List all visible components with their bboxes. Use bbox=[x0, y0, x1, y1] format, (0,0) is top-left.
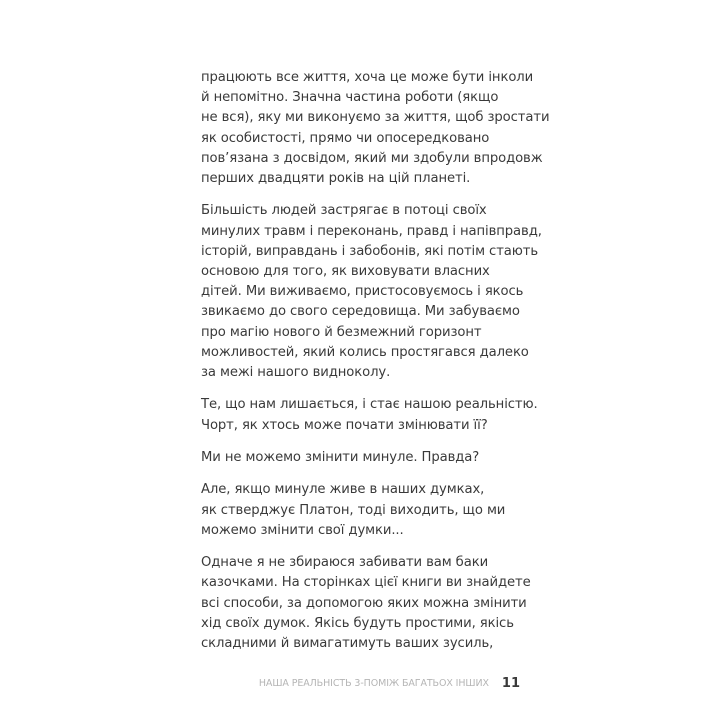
text-line: Те, що нам лишається, і стає нашою реальністю. bbox=[201, 397, 538, 413]
text-line: складними й вимагатимуть ваших зусиль, bbox=[201, 636, 494, 652]
text-line: перших двадцяти років на цій планеті. bbox=[201, 171, 471, 187]
text-line: можемо змінити свої думки... bbox=[201, 522, 404, 538]
body-text bbox=[201, 68, 550, 666]
text-line: всі способи, за допомогою яких можна змінити bbox=[201, 595, 527, 611]
text-line: Більшість людей застрягає в потоці своїх bbox=[201, 203, 487, 219]
paragraph-1 bbox=[201, 68, 550, 189]
text-line: дітей. Ми виживаємо, пристосовуємось і якось bbox=[201, 284, 524, 300]
running-head: НАША РЕАЛЬНІСТЬ 3-ПОМІЖ БАГАТЬОХ ІНШИХ bbox=[258, 678, 489, 689]
text-line: хід своїх думок. Якісь будуть простими, якісь bbox=[201, 615, 514, 631]
page-number: 11 bbox=[501, 676, 520, 691]
text-line: Чорт, як хтось може почати змінювати її? bbox=[201, 417, 488, 433]
text-line: як особистості, прямо чи опосередковано bbox=[201, 130, 490, 146]
text-line: минулих травм і переконань, правд і напівправд, bbox=[201, 223, 542, 239]
text-line: Ми не можемо змінити минуле. Правда? bbox=[201, 450, 480, 466]
text-line: можливостей, який колись простягався далеко bbox=[201, 344, 529, 360]
text-line: пов’язана з досвідом, який ми здобули впродовж bbox=[201, 150, 543, 166]
text-line: звикаємо до свого середовища. Ми забуваємо bbox=[201, 304, 520, 320]
paragraph-5 bbox=[201, 480, 531, 541]
text-line: не вся), яку ми виконуємо за життя, щоб зростати bbox=[201, 110, 550, 126]
text-line: історій, виправдань і забобонів, які потім стають bbox=[201, 243, 539, 259]
text-line: за межі нашого видноколу. bbox=[201, 365, 391, 381]
text-line: основою для того, як виховувати власних bbox=[201, 264, 490, 280]
text-line: працюють все життя, хоча це може бути інколи bbox=[201, 70, 534, 85]
text-line: й непомітно. Значна частина роботи (якщо bbox=[201, 90, 499, 106]
paragraph-4 bbox=[201, 448, 531, 468]
text-line: Але, якщо минуле живе в наших думках, bbox=[201, 482, 485, 498]
paragraph-2 bbox=[201, 201, 542, 383]
paragraph-6 bbox=[201, 553, 531, 654]
paragraph-3 bbox=[201, 395, 538, 435]
text-line: як стверджує Платон, тоді виходить, що ми bbox=[201, 502, 506, 518]
page-footer bbox=[255, 676, 520, 691]
text-line: про магію нового й безмежний горизонт bbox=[201, 324, 482, 340]
text-line: Одначе я не збираюся забивати вам баки bbox=[201, 555, 489, 571]
text-line: казочками. На сторінках цієї книги ви знайдете bbox=[201, 575, 531, 591]
